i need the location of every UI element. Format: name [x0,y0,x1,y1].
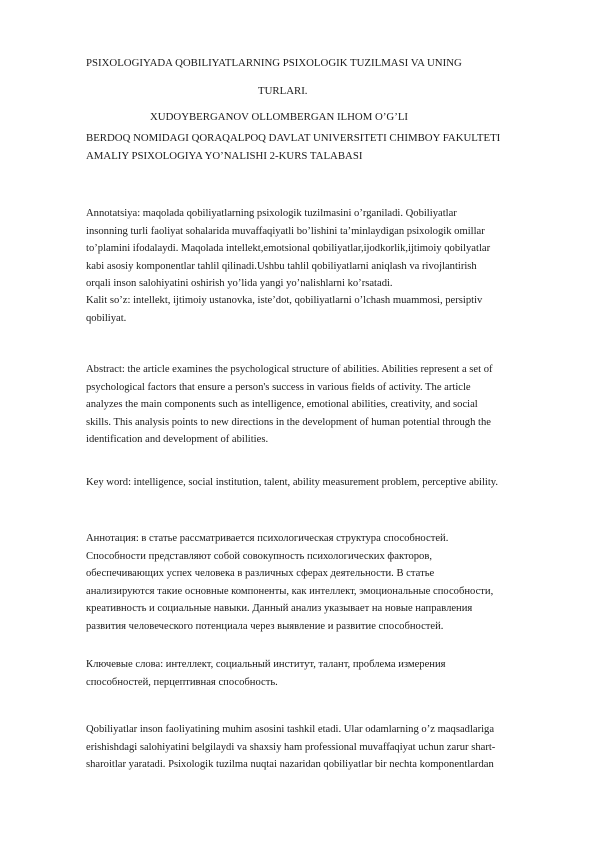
title-line-1: PSIXOLOGIYADA QOBILIYATLARNING PSIXOLOGIK TUZILMASI VA UNING [86,57,462,69]
annotation-ru-line: креативность и социальные навыки. Данный анализ указывает на новые направления [86,603,473,615]
annotation-uz [86,205,556,293]
annotation-ru-line: анализируются такие основные компоненты, как интеллект, эмоциональные способности, [86,585,494,597]
annotation-uz-line: orqali inson salohiyatini oshirish yo’lida yangi yo’nalishlarni ko’rsatadi. [86,278,393,290]
abstract-en-line: skills. This analysis points to new directions in the development of human potential through the [86,416,491,428]
body-line: sharoitlar yaratadi. Psixologik tuzilma nuqtai nazaridan qobiliyatlar bir nechta komponentlardan [86,759,494,771]
annotation-ru-line: Способности представляют собой совокупность психологических факторов, [86,550,433,562]
abstract-en-line: identification and development of abilities. [86,434,269,446]
keywords-uz [86,292,556,327]
annotation-ru [86,530,556,636]
keywords-en-line: Key word: intelligence, social institution, talent, ability measurement problem, perceptive ability. [86,477,499,488]
keywords-ru [86,656,556,691]
annotation-uz-line: insonning turli faoliyat sohalarida muvaffaqiyatli bo’lishini ta’minlaydigan psixologik omillar [86,225,485,237]
body-paragraph [86,721,556,774]
abstract-en-line: Abstract: the article examines the psychological structure of abilities. Abilities represent a set of [86,364,493,375]
keywords-uz-line: qobiliyat. [86,312,127,324]
keywords-ru-line: способностей, перцептивная способность. [86,676,278,688]
annotation-uz-line: to’plamini ifodalaydi. Maqolada intellekt,emotsional qobiliyatlar,ijodkorlik,ijtimoiy qobilyatlar [86,243,491,255]
abstract-en-line: psychological factors that ensure a person's success in various fields of activity. The article [86,381,471,393]
annotation-ru-line: развития человеческого потенциала через выявление и развитие способностей. [86,620,444,632]
title-line-2: TURLARI. [258,85,308,97]
keywords-ru-line: Ключевые слова: интеллект, социальный институт, талант, проблема измерения [86,659,446,670]
abstract-en [86,361,556,449]
annotation-ru-line: обеспечивающих успех человека в различных сферах деятельности. В статье [86,568,435,580]
annotation-uz-line: Annotatsiya: maqolada qobiliyatlarning psixologik tuzilmasini o’rganiladi. Qobiliyatlar [86,208,457,219]
affiliation-line-2: AMALIY PSIXOLOGIYA YO’NALISHI 2-KURS TALABASI [86,150,363,162]
annotation-ru-line: Аннотация: в статье рассматривается психологическая структура способностей. [86,533,449,544]
keywords-uz-line: Kalit so’z: intellekt, ijtimoiy ustanovka, iste’dot, qobiliyatlarni o’lchash muammosi, persiptiv [86,295,483,306]
abstract-en-line: analyzes the main components such as intelligence, emotional abilities, creativity, and social [86,399,478,411]
body-line: erishishdagi salohiyatini belgilaydi va shaxsiy ham professional muvaffaqiyat uchun zarur shart- [86,741,496,753]
affiliation-line-1: BERDOQ NOMIDAGI QORAQALPOQ DAVLAT UNIVERSITETI CHIMBOY FAKULTETI [86,132,501,144]
author-name: XUDOYBERGANOV OLLOMBERGAN ILHOM O’G’LI [150,111,409,123]
annotation-uz-line: kabi asosiy komponentlar tahlil qilinadi.Ushbu tahlil qobiliyatlarni aniqlash va rivojlantirish [86,260,477,272]
body-line: Qobiliyatlar inson faoliyatining muhim asosini tashkil etadi. Ular odamlarning o’z maqsadlariga [86,724,495,735]
keywords-en [86,474,556,492]
